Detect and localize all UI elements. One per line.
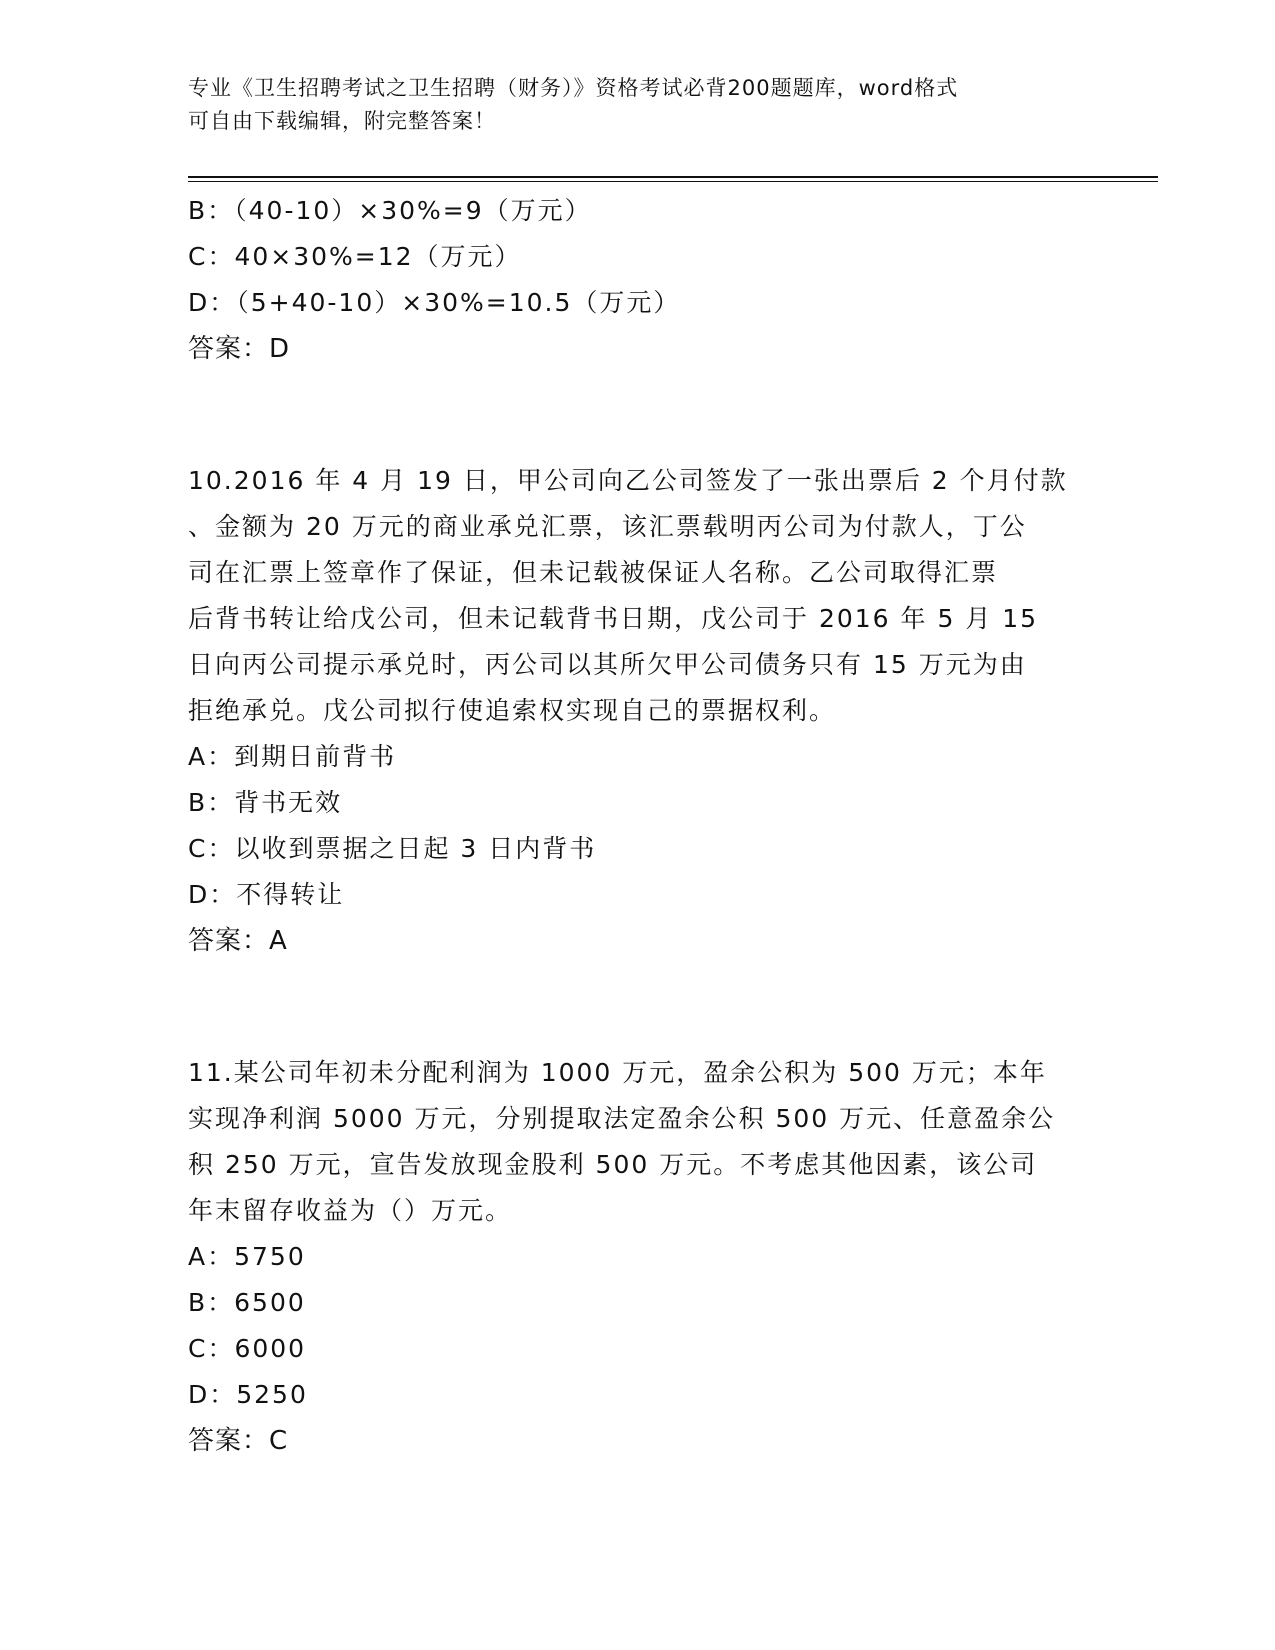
question-stem-line: 拒绝承兑。戊公司拟行使追索权实现自己的票据权利。 [188, 696, 837, 725]
option-a: A：到期日前背书 [188, 742, 397, 771]
option-c: C：6000 [188, 1334, 307, 1363]
option-d: D：不得转让 [188, 880, 345, 909]
question-stem-line: 11.某公司年初未分配利润为 1000 万元，盈余公积为 500 万元；本年 [188, 1058, 1047, 1087]
option-c: C：40×30%=12（万元） [188, 242, 522, 271]
question-stem-line: 日向丙公司提示承兑时，丙公司以其所欠甲公司债务只有 15 万元为由 [188, 650, 1027, 679]
question-10 [188, 458, 1083, 964]
spacer [188, 372, 1083, 458]
spacer [188, 964, 1083, 1050]
option-b: B：背书无效 [188, 788, 343, 817]
header-title-line-1: 专业《卫生招聘考试之卫生招聘（财务）》资格考试必背200题题库，word格式 [188, 76, 959, 100]
header-divider-thick [188, 176, 1158, 178]
header-divider [188, 176, 1158, 182]
answer-label: 答案：A [188, 926, 288, 956]
header-title-line-2: 可自由下载编辑，附完整答案！ [188, 109, 496, 133]
question-11 [188, 1050, 1083, 1464]
option-d: D：（5+40-10）×30%=10.5（万元） [188, 288, 681, 317]
answer-label: 答案：C [188, 1426, 289, 1456]
question-stem-line: 年末留存收益为（）万元。 [188, 1196, 513, 1225]
document-body [188, 188, 1083, 1464]
question-stem-line: 实现净利润 5000 万元，分别提取法定盈余公积 500 万元、任意盈余公 [188, 1104, 1056, 1133]
question-stem-line: 10.2016 年 4 月 19 日，甲公司向乙公司签发了一张出票后 2 个月付款 [188, 466, 1068, 495]
question-stem-line: 、金额为 20 万元的商业承兑汇票，该汇票载明丙公司为付款人，丁公 [188, 512, 1027, 541]
question-stem-line: 后背书转让给戊公司，但未记载背书日期，戊公司于 2016 年 5 月 15 [188, 604, 1039, 633]
question-stem-line: 积 250 万元，宣告发放现金股利 500 万元。不考虑其他因素，该公司 [188, 1150, 1038, 1179]
question-stem-line: 司在汇票上签章作了保证，但未记载被保证人名称。乙公司取得汇票 [188, 558, 999, 587]
question-9-tail [188, 188, 1083, 372]
header-divider-thin [188, 181, 1158, 182]
option-a: A：5750 [188, 1242, 306, 1271]
option-b: B：（40-10）×30%=9（万元） [188, 196, 592, 225]
answer-label: 答案：D [188, 334, 291, 364]
option-d: D：5250 [188, 1380, 308, 1409]
option-c: C：以收到票据之日起 3 日内背书 [188, 834, 597, 863]
page-header [188, 72, 1088, 138]
option-b: B：6500 [188, 1288, 306, 1317]
